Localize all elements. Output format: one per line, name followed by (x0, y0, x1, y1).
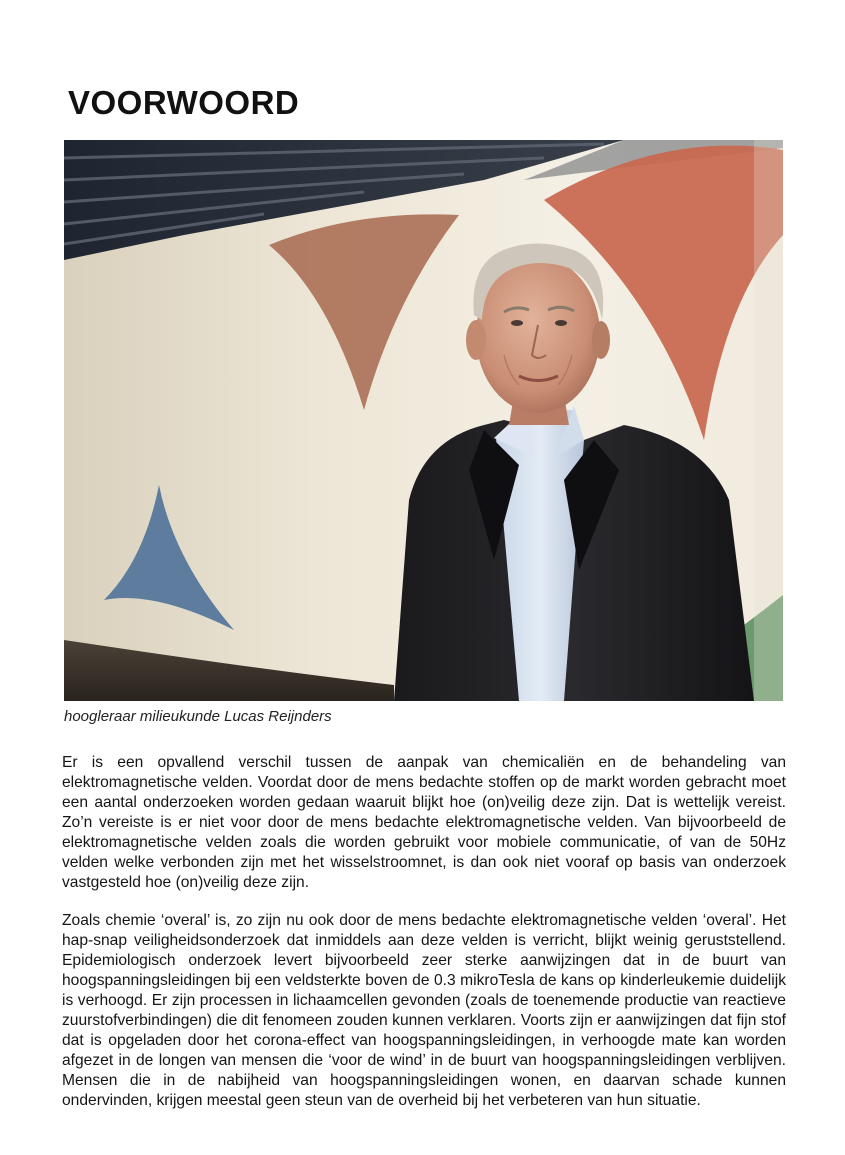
paragraph-1: Er is een opvallend verschil tussen de aanpak van chemicaliën en de behandeling van elektromagnetische velden. Voordat door de mens bedachte stoffen op de markt worden gebracht moet een aantal onderzoeken worden gedaan waaruit blijkt hoe (on)veilig deze zijn. Dat is wettelijk vereist. Zo’n vereiste is er niet voor door de mens bedachte elektromagnetische velden. Van bijvoorbeeld de elektromagnetische velden zoals die worden gebruikt voor mobiele communicatie, of van de 50Hz velden welke verbonden zijn met het wisselstroomnet, is dan ook niet vooraf op basis van onderzoek vastgesteld hoe (on)veilig deze zijn. (62, 754, 786, 891)
portrait-illustration (64, 140, 783, 701)
foreword-body (62, 753, 786, 1129)
page-title: VOORWOORD (68, 84, 300, 121)
paragraph-2: Zoals chemie ‘overal’ is, zo zijn nu ook door de mens bedachte elektromagnetische velden ‘overal’. Het hap-snap veiligheidsonderzoek dat inmiddels aan deze velden is verricht, blijkt weinig geruststellend. Epidemiologisch onderzoek levert bijvoorbeeld zeer sterke aanwijzingen dat in de buurt van hoogspanningsleidingen bij een veldsterkte boven de 0.3 mikroTesla de kans op kinderleukemie duidelijk is verhoogd. Er zijn processen in lichaamcellen gevonden (zoals de toenemende productie van reactieve zuurstofverbindingen) die dit fenomeen zouden kunnen verklaren. Voorts zijn er aanwijzingen dat fijn stof dat is opgeladen door het corona-effect van hoogspanningsleidingen, in verhoogde mate kan worden afgezet in de longen van mensen die ‘voor de wind’ in de buurt van hoogspanningsleidingen verblijven. Mensen die in de nabijheid van hoogspanningsleidingen wonen, en daarvan schade kunnen ondervinden, krijgen meestal geen steun van de overheid bij het verbeteren van hun situatie. (62, 912, 786, 1109)
portrait-photo (64, 140, 783, 701)
photo-caption: hoogleraar milieukunde Lucas Reijnders (64, 708, 332, 725)
